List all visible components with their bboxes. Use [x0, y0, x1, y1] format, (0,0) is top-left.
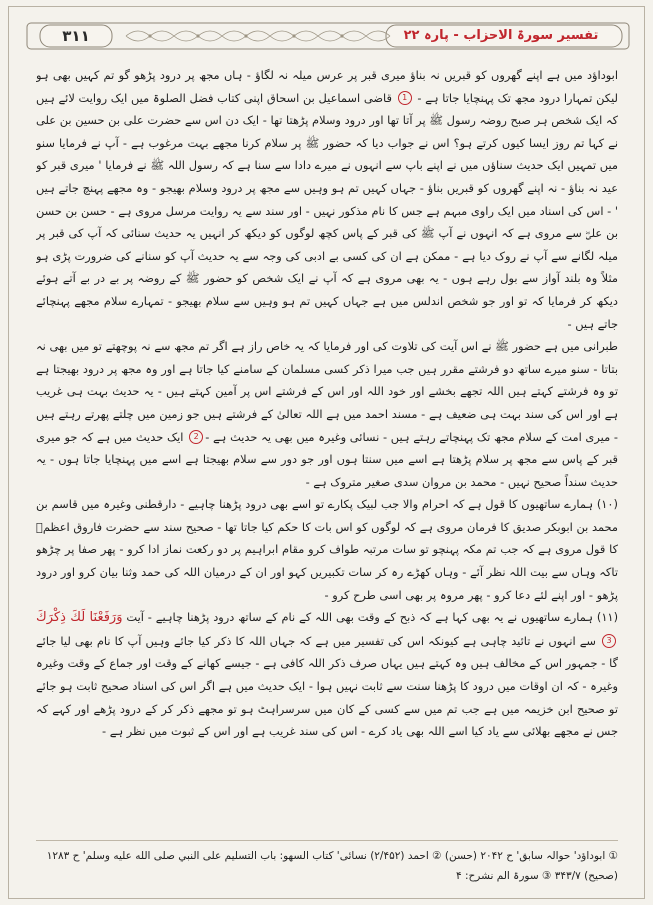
body-text: [36, 64, 618, 834]
paragraph: [36, 493, 618, 606]
footnote-divider: [36, 840, 618, 841]
paragraph: [36, 64, 618, 335]
paragraph-text: سے انہوں نے تائید چاہی ہے کیونکہ اس کی تفسیر میں ہے کہ جہاں اللہ کا ذکر کیا جائے وہیں آپ کا نام بھی لیا جائے گا - جمہور اس کے مخالف ہیں وہ کہتے ہیں یہاں صرف ذکر اللہ کافی ہے - جیسے کھانے کے وقت اور جماع کے وقت وغیرہ وغیرہ - کہ ان اوقات میں درود کا پڑھنا سنت سے ثابت نہیں ہوا - ایک حدیث میں ہے اگر اس کی اسناد صحیح ثابت ہو جائے تو صحیح ابن خزیمہ میں ہے جب تم میں سے کسی کے کان میں سرسراہٹ ہو تو مجھے ذکر کر کے درود پڑھے اور کہے کہ جس نے مجھے بھلائی سے یاد کیا اسے اللہ بھی یاد کرے - اس کی سند غریب ہے اور اس کے ثبوت میں نظر ہے -: [36, 633, 618, 739]
paragraph: [36, 335, 618, 493]
paragraph: [36, 606, 618, 743]
quranic-verse: وَرَفَعْنَا لَكَ ذِكْرَكَ: [36, 610, 123, 626]
paragraph-text: (۱۱) ہمارے ساتھیوں نے یہ بھی کہا ہے کہ ذبح کے وقت بھی اللہ کے نام کے ساتھ درود پڑھنا چاہیے - آیت: [126, 610, 618, 625]
footnote-marker[interactable]: 2: [189, 430, 203, 444]
page-header: [26, 22, 630, 50]
footnote-marker[interactable]: 1: [398, 91, 412, 105]
paragraph-text: ایک حدیث میں ہے کہ جو میری قبر کے پاس سے مجھ پر سلام پڑھتا ہے اسے میں سنتا ہوں اور جو دور سے سلام بھیجتا ہے اسے میں پہنچایا جاتا ہوں - یہ حدیث سنداً صحیح نہیں - محمد بن مروان سدی صغیر متروک ہے -: [36, 429, 618, 489]
paragraph-text: طبرانی میں ہے حضور ﷺ نے اس آیت کی تلاوت کی اور فرمایا کہ یہ خاص راز ہے اگر تم مجھ سے نہ پوچھتے تو میں بھی نہ بتاتا - سنو میرے ساتھ دو فرشتے مقرر ہیں جب میرا ذکر کسی مسلمان کے سامنے کیا جاتا ہے اور وہ مجھ پر درود بھیجتا ہے تو وہ فرشتے کہتے ہیں اللہ تجھے بخشے اور خود اللہ اور اس کے فرشتے اس پر آمین کہتے ہیں - یہ حدیث بہت ہی غریب ہے اور اس کی سند بہت ہی ضعیف ہے - مسند احمد میں ہے اللہ تعالیٰ کے فرشتے ہیں جو زمین میں چلتے پھرتے رہتے ہیں - میری امت کے سلام مجھ تک پہنچاتے رہتے ہیں - نسائی وغیرہ میں بھی یہ حدیث ہے -: [36, 339, 618, 444]
paragraph-text: قاضی اسماعیل بن اسحاق اپنی کتاب فضل الصلوۃ میں ایک روایت لائے ہیں کہ ایک شخص ہر صبح روضہ رسول ﷺ پر آتا تھا اور درود وسلام پڑھتا تھا - ایک دن اس سے حضرت علی بن حسین بن علی نے کہا تم روز ایسا کیوں کرتے ہو؟ اس نے جواب دیا کہ حضور ﷺ پر سلام کرنا مجھے بہت مرغوب ہے - آپ نے فرمایا سنو میں تمہیں ایک حدیث سناؤں میں نے اپنے باپ سے انہوں نے میرے دادا سے سنا ہے کہ رسول اللہ ﷺ نے فرمایا ' میری قبر کو عید نہ بناؤ - نہ اپنے گھروں کو قبریں بناؤ - جہاں کہیں تم ہو وہیں سے مجھ پر درود وسلام بھیجو - وہ مجھے پہنچ جاتے ہیں ' - اس کی اسناد میں ایک راوی مبہم ہے جس کا نام مذکور نہیں - اور سند سے یہ روایت مرسل مروی ہے - حسن بن حسن بن علیؓ سے مروی ہے کہ انہوں نے آپ ﷺ کی قبر کے پاس کچھ لوگوں کو دیکھ کر انہیں یہ حدیث سنائی کہ آپ کی قبر پر میلہ لگانے سے آپ نے روک دیا ہے - ممکن ہے ان کی کسی بے ادبی کی وجہ سے یہ حدیث آپ کو سنانے کی ضرورت پڑی ہو مثلاً وہ بلند آواز سے بول رہے ہوں - یہ بھی مروی ہے کہ آپ نے ایک شخص کو حضور ﷺ کے روضہ پر بے در بے آتے ہوئے دیکھ کر فرمایا کہ تو اور جو شخص اندلس میں ہے جہاں کہیں تم ہو وہیں سے سلام بھیجو - تمہارے سلام مجھے پہنچائے جاتے ہیں -: [36, 90, 618, 331]
footnote-marker[interactable]: 3: [602, 634, 616, 648]
paragraph-text: ابوداؤد میں ہے اپنے گھروں کو قبریں نہ بناؤ میری قبر پر عرس میلہ نہ لگاؤ - ہاں مجھ پر درود پڑھو گو تم کہیں بھی ہو لیکن تمہارا درود مجھ تک پہنچایا جاتا ہے -: [36, 68, 618, 105]
running-title: تفسیر سورۃ الاحزاب - پارہ ۲۲: [403, 28, 599, 43]
page-number: ۳۱۱: [62, 27, 90, 45]
footnote-line: ① ابوداؤد' حوالہ سابق' ح ۲۰۴۲ (حسن) ② احمد (۲/۴۵۲) نسائی' کتاب السهو: باب التسليم على النبي صلى الله عليه وسلم' ح ۱۲۸۳ (صحيح) ۳۴۳/۷ ③ سورۃ الم نشرح: ۴: [46, 850, 618, 882]
paragraph-text: (۱۰) ہمارے ساتھیوں کا قول ہے کہ احرام والا جب لبیک پکارے تو اسے بھی درود پڑھنا چاہیے - دارقطنی وغیرہ میں قاسم بن محمد بن ابوبکر صدیق کا فرمان مروی ہے کہ لوگوں کو اس بات کا حکم کیا جاتا تھا - صحیح سند سے حضرت فاروق اعظمؓ کا قول مروی ہے کہ جب تم مکہ پہنچو تو سات مرتبہ طواف کرو مقام ابراہیم پر دو رکعت نماز ادا کرو - پھر صفا پر چڑھو تاکہ وہاں سے بیت اللہ نظر آئے - وہاں کھڑے رہ کر سات تکبیریں کہو اور ان کے درمیان اللہ کی حمد وثنا بیان کرو اور درود پڑھو - اور اپنے لئے دعا کرو - پھر مروہ پر بھی اسی طرح کرو -: [36, 497, 618, 602]
footnotes: [36, 846, 618, 892]
